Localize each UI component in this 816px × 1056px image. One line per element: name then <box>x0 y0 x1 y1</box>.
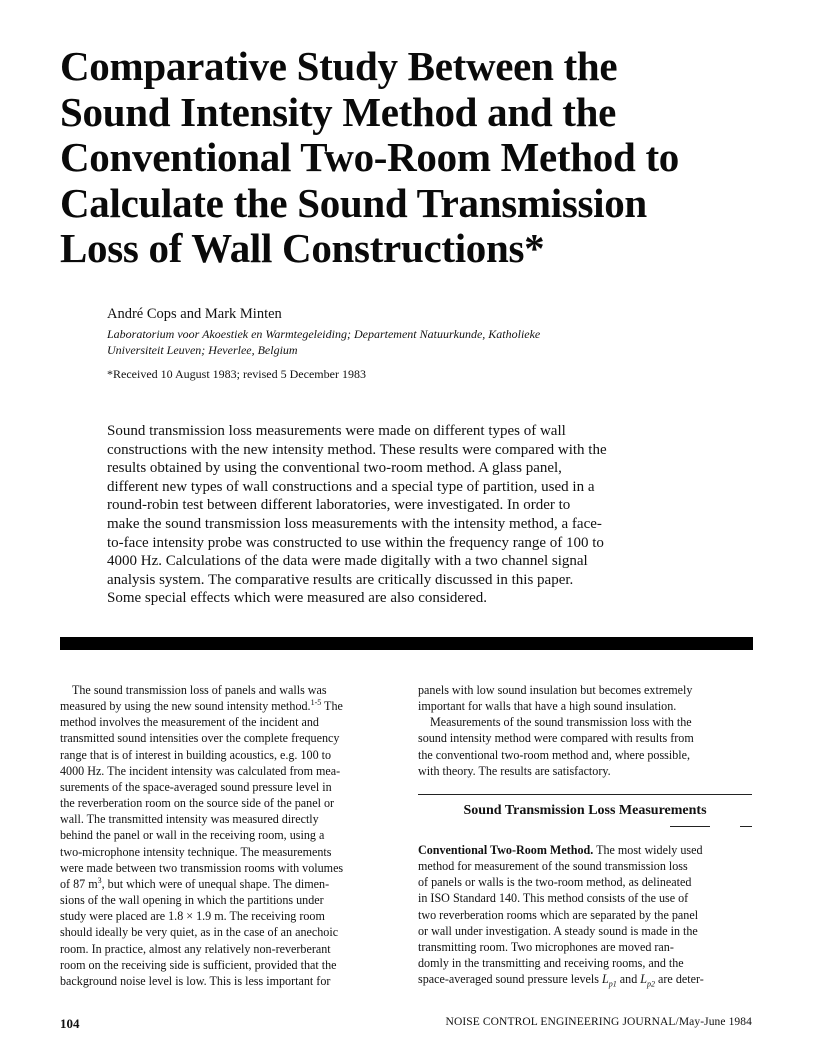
body-line <box>418 971 748 987</box>
body-line: background noise level is low. This is less important for <box>60 973 331 988</box>
abstract-line: 4000 Hz. Calculations of the data were made digitally with a two channel signal <box>107 553 588 570</box>
body-column-right <box>418 682 748 779</box>
symbol-subscript: p2 <box>647 979 656 989</box>
body-line: should ideally be very quiet, as in the case of an anechoic <box>60 925 339 940</box>
body-text: of 87 m <box>60 876 98 891</box>
abstract-line: analysis system. The comparative results are critically discussed in this paper. <box>107 571 574 588</box>
body-line: of panels or walls is the two-room method, as delineated <box>418 875 692 890</box>
title-line: Conventional Two-Room Method to <box>60 134 679 180</box>
affiliation-line: Universiteit Leuven; Heverlee, Belgium <box>107 343 298 357</box>
body-line: behind the panel or wall in the receiving room, using a <box>60 828 325 843</box>
symbol-lp1 <box>602 972 617 989</box>
title-line: Calculate the Sound Transmission <box>60 179 647 226</box>
title-line: Comparative Study Between the <box>60 43 618 89</box>
page-number: 104 <box>60 1016 80 1031</box>
abstract-line: Some special effects which were measured are also considered. <box>107 590 487 607</box>
body-line: method involves the measurement of the incident and <box>60 715 319 730</box>
section-body <box>418 842 748 987</box>
reference-marker: 1-5 <box>310 698 322 708</box>
body-text: The most widely used <box>593 843 703 857</box>
body-line: panels with low sound insulation but becomes extremely <box>418 683 693 697</box>
body-text: space-averaged sound pressure levels <box>418 972 603 987</box>
abstract-line: different new types of wall constructions and a special type of partition, used in a <box>107 478 595 495</box>
symbol-lp2 <box>640 972 656 989</box>
body-line <box>60 698 390 714</box>
body-line: sions of the wall opening in which the partitions under <box>60 893 324 908</box>
body-line: in ISO Standard 140. This method consists of the use of <box>418 891 689 906</box>
symbol-letter: L <box>640 972 648 987</box>
body-line: transmitted sound intensities over the complete frequency <box>60 731 340 746</box>
superscript: 3 <box>97 875 102 885</box>
abstract-line: round-robin test between different laboratories, were investigated. In order to <box>107 497 571 514</box>
body-line: or wall under investigation. A steady sound is made in the <box>418 923 698 938</box>
body-line: The sound transmission loss of panels and walls was <box>72 683 327 697</box>
author-names: André Cops and Mark Minten <box>107 306 282 322</box>
body-line: surements of the space-averaged sound pressure level in <box>60 779 332 794</box>
affiliation-line: Laboratorium voor Akoestiek en Warmtegeleiding; Departement Natuurkunde, Katholieke <box>107 327 541 341</box>
body-text: , but which were of unequal shape. The dimen- <box>101 876 330 891</box>
article-title <box>60 44 760 272</box>
abstract-line: Sound transmission loss measurements were made on different types of wall <box>107 423 566 439</box>
title-line: Sound Intensity Method and the <box>60 88 617 135</box>
body-line: two-microphone intensity technique. The measurements <box>60 844 332 859</box>
abstract-line: make the sound transmission loss measurements with the intensity method, a face- <box>107 515 602 532</box>
body-text: measured by using the new sound intensity method. <box>60 699 311 714</box>
body-line: study were placed are 1.8 × 1.9 m. The receiving room <box>60 909 325 924</box>
symbol-letter: L <box>602 972 609 987</box>
body-line <box>418 842 748 858</box>
body-line: the conventional two-room method and, where possible, <box>418 747 691 762</box>
body-line: room. In practice, almost any relatively non-reverberant <box>60 941 331 956</box>
body-line: range that is of interest in building acoustics, e.g. 100 to <box>60 747 332 762</box>
body-line: room on the receiving side is sufficient, provided that the <box>60 957 337 972</box>
body-line: Measurements of the sound transmission loss with the <box>430 715 692 730</box>
section-heading: Sound Transmission Loss Measurements <box>418 794 752 819</box>
body-line: were made between two transmission rooms with volumes <box>60 860 344 875</box>
body-line: 4000 Hz. The incident intensity was calculated from mea- <box>60 763 341 778</box>
section-divider-bar <box>60 637 753 650</box>
abstract-line: results obtained by using the conventional two-room method. A glass panel, <box>107 460 562 477</box>
body-column-left <box>60 682 390 989</box>
body-line: wall. The transmitted intensity was measured directly <box>60 812 319 827</box>
body-text: are deter- <box>655 972 704 987</box>
body-line: sound intensity method were compared with results from <box>418 731 694 746</box>
run-in-heading: Conventional Two-Room Method. <box>418 843 594 857</box>
body-line: the reverberation room on the source side of the panel or <box>60 796 335 811</box>
body-line: transmitting room. Two microphones are moved ran- <box>418 939 674 954</box>
body-line: method for measurement of the sound transmission loss <box>418 859 688 874</box>
received-date: *Received 10 August 1983; revised 5 December 1983 <box>107 367 366 381</box>
body-line <box>60 876 390 892</box>
symbol-subscript: p1 <box>608 979 617 989</box>
abstract <box>107 422 687 608</box>
abstract-line: to-face intensity probe was constructed to use within the frequency range of 100 to <box>107 534 604 551</box>
body-line: with theory. The results are satisfactory. <box>418 763 611 778</box>
body-line: two reverberation rooms which are separated by the panel <box>418 907 699 922</box>
title-line: Loss of Wall Constructions* <box>60 225 545 271</box>
body-line: important for walls that have a high sound insulation. <box>418 699 677 714</box>
journal-footer: NOISE CONTROL ENGINEERING JOURNAL/May-June 1984 <box>445 1016 752 1028</box>
body-line: domly in the transmitting and receiving rooms, and the <box>418 956 684 971</box>
abstract-line: constructions with the new intensity method. These results were compared with the <box>107 441 607 458</box>
body-text: The <box>321 699 343 714</box>
author-affiliation <box>107 326 667 358</box>
body-text: and <box>616 972 641 987</box>
